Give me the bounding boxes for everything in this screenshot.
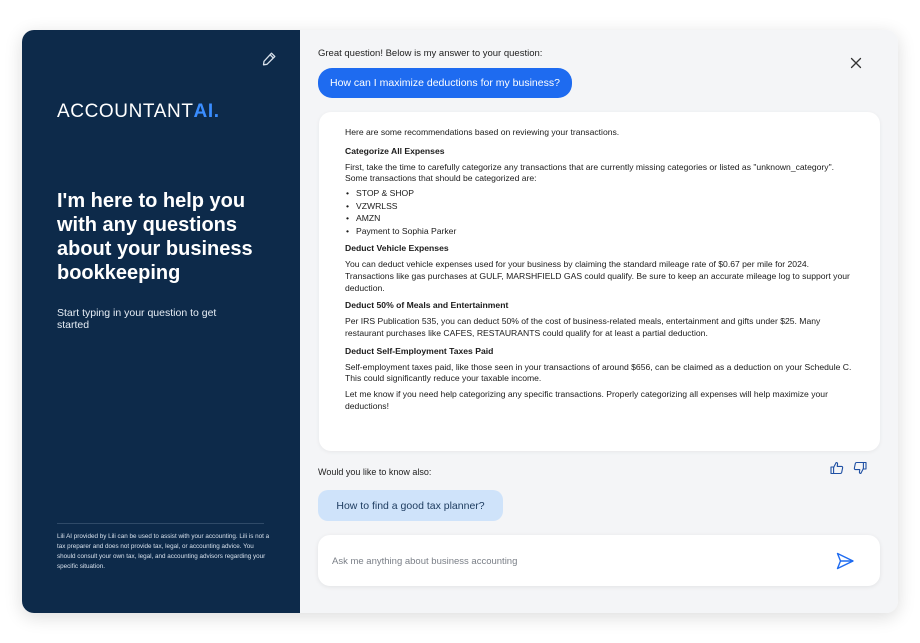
thumbs-up-icon[interactable] (830, 461, 844, 475)
section-body: Self-employment taxes paid, like those seen in your transactions of around $656, can be claimed as a deduction on your Schedule C. This could significantly reduce your taxable income. (345, 361, 852, 384)
follow-up-label: Would you like to know also: (318, 467, 432, 477)
disclaimer: Lili AI provided by Lili can be used to assist with your accounting. Lili is not a tax preparer and does not provide tax, legal, or accounting advice. You should consult your own tax, legal, and accounting advisors regarding your specific situation. (57, 533, 270, 570)
section-body: Per IRS Publication 535, you can deduct 50% of the cost of business-related meals, entertainment and gifts under $25. Many restaurant purchases like CAFES, RESTAURANTS could qualify for at least a partial deduction. (345, 316, 821, 338)
composer (318, 535, 880, 586)
list-item: • AMZN (345, 212, 854, 225)
thumbs-down-icon[interactable] (853, 461, 867, 475)
section-heading: Deduct Self-Employment Taxes Paid (345, 345, 494, 356)
list-item: • Payment to Sophia Parker (345, 225, 854, 238)
app-window (22, 30, 898, 613)
logo (57, 101, 220, 123)
section-heading: Deduct 50% of Meals and Entertainment (345, 300, 509, 311)
chat-panel (300, 30, 898, 613)
sidebar-subline: Start typing in your question to get started (57, 307, 217, 331)
suggested-question-button[interactable]: How to find a good tax planner? (318, 490, 503, 521)
feedback-buttons (830, 461, 867, 475)
answer-closing: Let me know if you need help categorizing any specific transactions. Properly categorizing all expenses will help maximize your deductions! (345, 389, 828, 411)
user-question-bubble: How can I maximize deductions for my business? (318, 68, 572, 98)
answer-lead: Here are some recommendations based on reviewing your transactions. (345, 127, 620, 137)
sidebar (22, 30, 300, 613)
sidebar-headline: I'm here to help you with any questions about your business bookkeeping (57, 190, 253, 284)
section-heading: Categorize All Expenses (345, 145, 445, 156)
section-body: You can deduct vehicle expenses used for your business by claiming the standard mileage rate of $0.67 per mile for 2024. Transactions like gas purchases at GULF, MARSHFIELD GAS could qualify. Be sure to keep an accurate mileage log to support your deduction. (345, 258, 850, 293)
divider (57, 523, 264, 524)
edit-icon[interactable] (260, 50, 278, 68)
list-item: • VZWRLSS (345, 200, 854, 213)
section-heading: Deduct Vehicle Expenses (345, 243, 449, 254)
logo-accent: AI. (193, 101, 220, 122)
answer-intro: Great question! Below is my answer to your question: (318, 48, 543, 59)
list-item: • STOP & SHOP (345, 187, 854, 200)
transaction-list (345, 187, 854, 237)
close-icon[interactable] (850, 56, 862, 68)
answer-card (319, 112, 880, 451)
logo-text: ACCOUNTANT (57, 101, 194, 122)
section-body: First, take the time to carefully categorize any transactions that are currently missing categories or listed as "unknown_category". Some transactions that should be categorized are: (345, 161, 835, 184)
send-icon[interactable] (835, 551, 855, 571)
message-input[interactable] (332, 551, 792, 571)
